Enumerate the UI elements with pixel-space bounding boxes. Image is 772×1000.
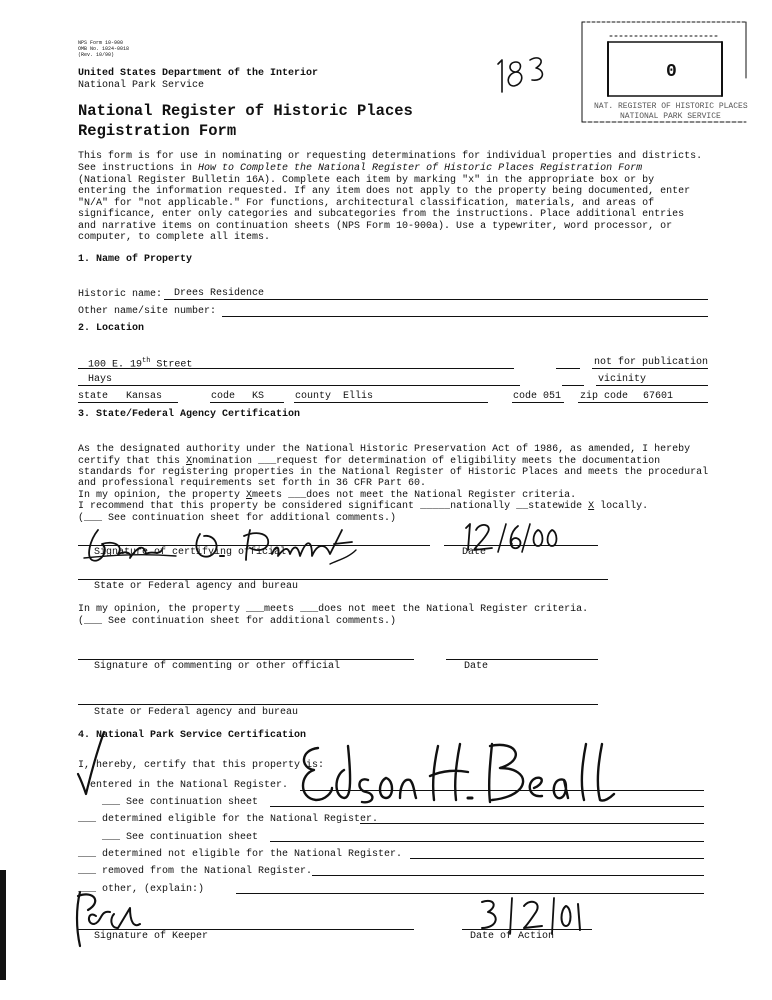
vicinity-label: vicinity <box>598 374 647 385</box>
keeper-signature-initials <box>70 888 160 952</box>
other-name-line[interactable] <box>222 316 708 317</box>
opinion-2-text: In my opinion, the property <box>78 604 247 615</box>
agency-line-2[interactable] <box>78 704 598 705</box>
revision-number: (Rev. 10/90) <box>78 52 115 58</box>
does-not-meet-label: does not meet the National Register criteria. <box>306 490 577 501</box>
street-number: 100 E. 19 <box>88 359 143 371</box>
street-ordinal: th <box>142 357 151 365</box>
certifying-date-label: Date <box>462 547 487 558</box>
removed-line <box>312 875 704 876</box>
service-name: National Park Service <box>78 80 205 91</box>
opinion-line <box>78 490 576 501</box>
entered-row <box>78 780 288 791</box>
historic-name-value[interactable]: Drees Residence <box>174 288 265 299</box>
stamp-center-mark: 0 <box>666 62 677 82</box>
state-line <box>78 402 178 403</box>
section-1-heading: 1. Name of Property <box>78 254 193 265</box>
not-for-publication-label: not for publication <box>594 357 709 368</box>
cert-text: certify that this <box>78 456 187 467</box>
vicinity-checkbox-line[interactable] <box>562 385 584 386</box>
see-continuation-1[interactable]: ___ See continuation sheet <box>102 797 259 808</box>
section-2-heading: 2. Location <box>78 323 145 334</box>
does-not-meet-checkbox[interactable]: ___ <box>288 490 307 501</box>
historic-name-line <box>164 299 708 300</box>
nomination-label: nomination <box>192 456 259 467</box>
historic-name-label: Historic name: <box>78 289 163 300</box>
state-code-label: code <box>211 391 236 402</box>
form-title-line1: National Register of Historic Places <box>78 102 413 120</box>
intro-line-2 <box>78 163 642 174</box>
opinion-text: In my opinion, the property <box>78 490 247 501</box>
intro-line-7: and narrative items on continuation sheets (NPS Form 10-900a). Use a typewriter, word processor, or <box>78 221 673 232</box>
meets-checkbox[interactable]: X <box>246 490 253 501</box>
other-row[interactable]: ___ other, (explain:) <box>78 884 205 895</box>
county-line <box>294 402 488 403</box>
does-not-meet-2-checkbox[interactable]: ___ <box>300 604 319 615</box>
meets-2-label: meets <box>264 604 301 615</box>
stamp-register-text: NAT. REGISTER OF HISTORIC PLACES <box>594 102 748 111</box>
form-number: NPS Form 10-900 <box>78 40 124 46</box>
continuation-comments-1[interactable]: (___ See continuation sheet for additional comments.) <box>78 513 397 524</box>
meets-label: meets <box>252 490 289 501</box>
opinion-2-line <box>78 604 588 615</box>
nationally-checkbox[interactable]: _____ <box>420 501 451 512</box>
certification-line-4: and professional requirements set forth in 36 CFR Part 60. <box>78 478 427 489</box>
intro-line-4: entering the information requested. If any item does not apply to the property being documented, enter <box>78 186 691 197</box>
intro-line-5: "N/A" for "not applicable." For functions, architectural classification, materials, and areas of <box>78 198 655 209</box>
scan-edge-mark <box>0 870 6 980</box>
state-code-line <box>210 402 284 403</box>
significance-text: I recommend that this property be considered significant <box>78 501 421 512</box>
county-code[interactable]: code 051 <box>513 391 562 402</box>
vicinity-underline <box>596 385 708 386</box>
certifying-signature-label: Signature of certifying official <box>94 547 287 558</box>
section-3-heading: 3. State/Federal Agency Certification <box>78 409 301 420</box>
certifying-official-signature <box>80 520 370 572</box>
keeper-signature-large <box>296 740 616 824</box>
city-line <box>78 385 520 386</box>
state-value[interactable]: Kansas <box>126 391 163 402</box>
not-eligible-row[interactable]: ___ determined not eligible for the National Register. <box>78 849 403 860</box>
keeper-signature-line <box>78 929 414 930</box>
commenting-signature-label: Signature of commenting or other official <box>94 661 341 672</box>
county-value[interactable]: Ellis <box>343 391 374 402</box>
county-code-line <box>512 402 564 403</box>
department-name: United States Department of the Interior <box>78 68 319 79</box>
keeper-certify-text: I, hereby, certify that this property is: <box>78 760 325 771</box>
request-checkbox[interactable]: ___ <box>258 456 277 467</box>
does-not-meet-2-label: does not meet the National Register criteria. <box>318 604 589 615</box>
form-title-line2: Registration Form <box>78 122 237 140</box>
locally-checkbox[interactable]: X <box>588 501 595 512</box>
statewide-checkbox[interactable]: __ <box>516 501 529 512</box>
see-continuation-2-line <box>270 841 704 842</box>
commenting-date-line[interactable] <box>446 659 598 660</box>
section-4-heading: 4. National Park Service Certification <box>78 730 307 741</box>
state-label: state <box>78 391 109 402</box>
intro-line-6: significance, enter only categories and subcategories from the instructions. Place additional entries <box>78 209 685 220</box>
significance-line <box>78 501 648 512</box>
date-of-action-line <box>462 929 592 930</box>
nationally-label: nationally <box>450 501 517 512</box>
date-of-action-label: Date of Action <box>470 931 555 942</box>
received-stamp <box>580 18 750 130</box>
not-eligible-line <box>410 858 704 859</box>
nomination-checkbox[interactable]: X <box>186 456 193 467</box>
other-line <box>236 893 704 894</box>
intro-line-2-start: See instructions in <box>78 163 199 174</box>
not-for-publication-underline <box>592 368 708 369</box>
commenting-signature-line[interactable] <box>78 659 414 660</box>
state-code-value[interactable]: KS <box>252 391 265 402</box>
certifying-signature-line <box>78 545 430 546</box>
intro-line-1: This form is for use in nominating or requesting determinations for individual properties and districts. <box>78 151 703 162</box>
certifying-date-handwritten <box>460 520 560 558</box>
commenting-date-label: Date <box>464 661 489 672</box>
removed-row[interactable]: ___ removed from the National Register. <box>78 866 313 877</box>
street-line <box>78 368 514 369</box>
intro-line-8: computer, to complete all items. <box>78 232 271 243</box>
certification-line-3: standards for registering properties in the National Register of Historic Places and meets the procedural <box>78 467 709 478</box>
instructions-title: How to Complete the National Register of Historic Places Registration Form <box>198 163 643 174</box>
request-label: request for determination of eligibility meets the documentation <box>276 456 661 467</box>
certification-line-1: As the designated authority under the National Historic Preservation Act of 1986, as amended, I hereby <box>78 444 691 455</box>
locally-label: locally. <box>594 501 649 512</box>
zip-value[interactable]: 67601 <box>643 391 674 402</box>
eligible-row[interactable]: ___ determined eligible for the National Register. <box>78 814 379 825</box>
handwritten-reference-number <box>492 50 552 99</box>
meets-2-checkbox[interactable]: ___ <box>246 604 265 615</box>
agency-line-1 <box>78 579 608 580</box>
see-continuation-2[interactable]: ___ See continuation sheet <box>102 832 259 843</box>
certification-line-2 <box>78 456 660 467</box>
street-suffix: Street <box>150 359 193 371</box>
agency-label-2: State or Federal agency and bureau <box>94 707 299 718</box>
other-name-label: Other name/site number: <box>78 306 217 317</box>
zip-label: zip code <box>580 391 629 402</box>
omb-number: OMB No. 1024-0018 <box>78 46 130 52</box>
entered-check-mark <box>76 730 106 804</box>
not-for-publication-checkbox-line[interactable] <box>556 368 580 369</box>
intro-line-3: (National Register Bulletin 16A). Complete each item by marking "x" in the appropriate box or by <box>78 175 655 186</box>
keeper-signature-label: Signature of Keeper <box>94 931 209 942</box>
continuation-comments-2[interactable]: (___ See continuation sheet for additional comments.) <box>78 616 397 627</box>
zip-line <box>578 402 708 403</box>
agency-label-1: State or Federal agency and bureau <box>94 581 299 592</box>
statewide-label: statewide <box>528 501 589 512</box>
city-value[interactable]: Hays <box>88 374 113 385</box>
entered-label: entered in the National Register. <box>84 780 289 791</box>
county-label: county <box>295 391 332 402</box>
stamp-service-text: NATIONAL PARK SERVICE <box>620 112 721 121</box>
